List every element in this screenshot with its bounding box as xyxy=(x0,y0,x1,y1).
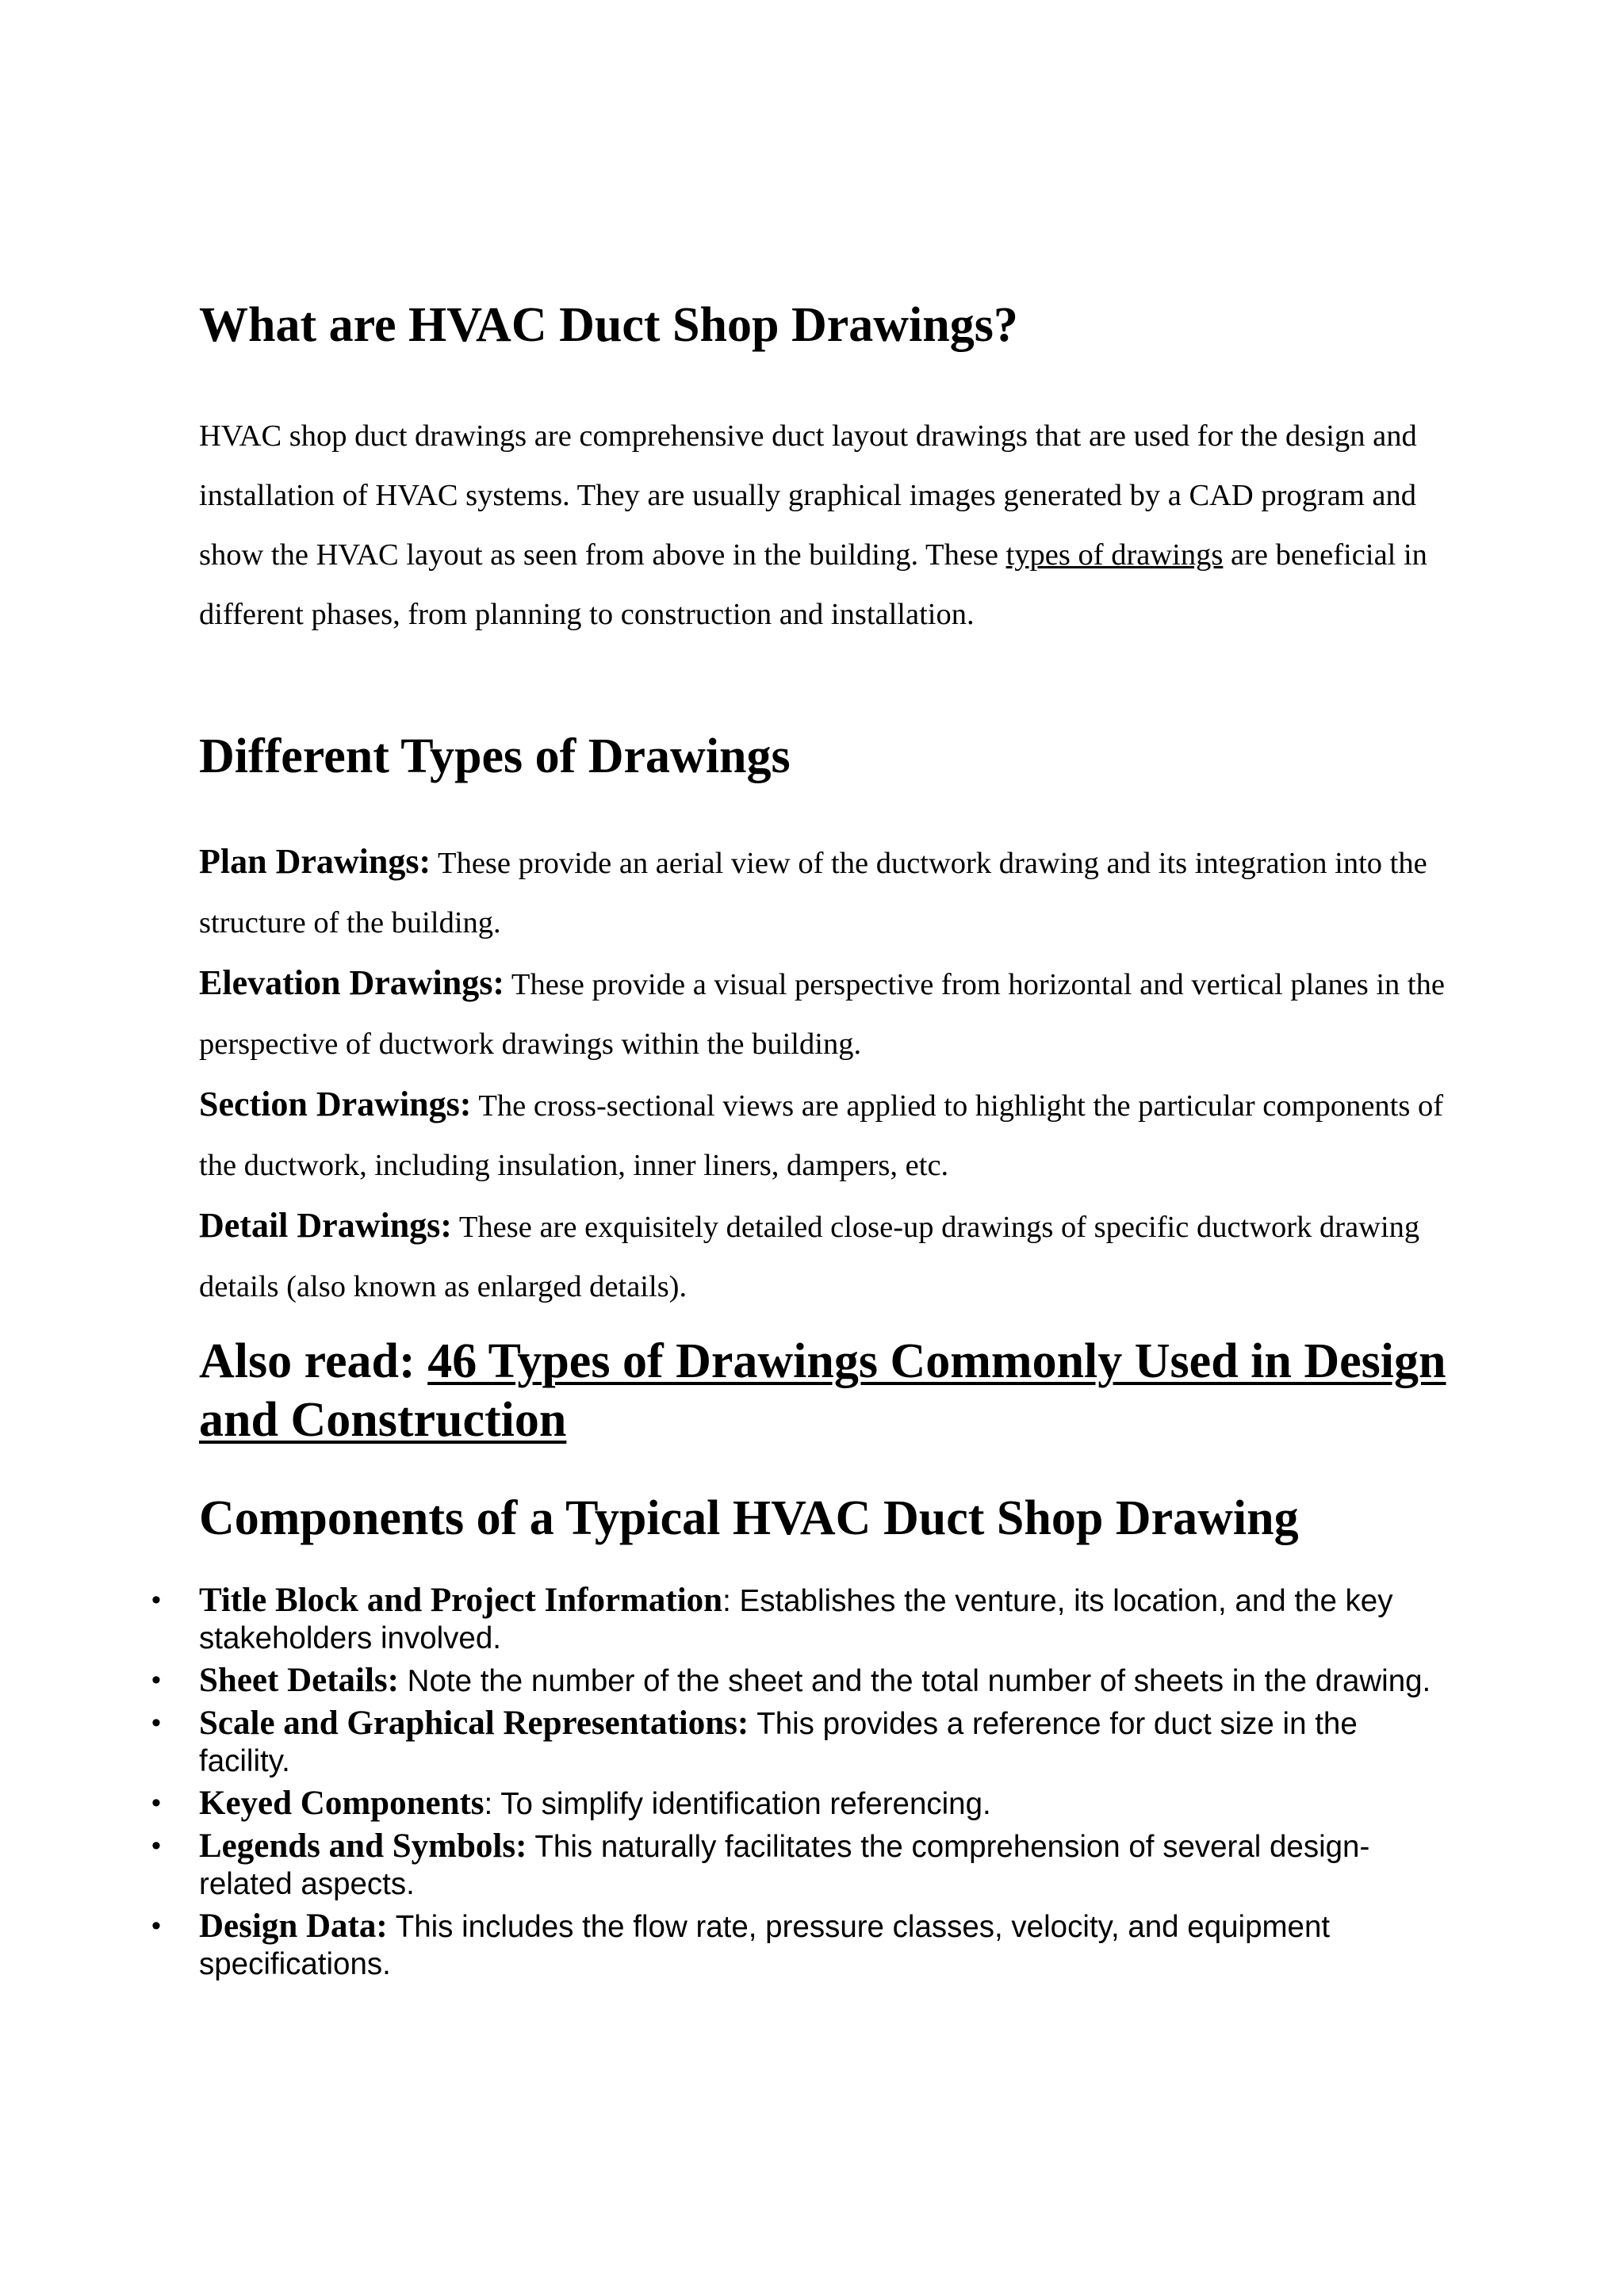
bullet: • xyxy=(151,1585,161,1615)
component-separator: : xyxy=(722,1584,731,1618)
components-list xyxy=(151,1582,1452,1988)
heading-components: Components of a Typical HVAC Duct Shop Drawing xyxy=(199,1491,1299,1545)
drawing-type-plan xyxy=(199,832,1452,953)
component-text: To simplify identification referencing. xyxy=(492,1787,991,1821)
types-of-drawings-link[interactable]: types of drawings xyxy=(1005,538,1224,572)
drawing-type-section xyxy=(199,1074,1452,1196)
heading-different-types-of-drawings: Different Types of Drawings xyxy=(199,729,791,783)
heading-what-are-hvac-duct-shop-drawings: What are HVAC Duct Shop Drawings? xyxy=(199,298,1018,352)
list-item xyxy=(151,1827,1452,1903)
list-item xyxy=(151,1908,1452,1983)
intro-paragraph xyxy=(199,407,1452,645)
list-item xyxy=(151,1705,1452,1780)
drawing-type-label: Plan Drawings: xyxy=(199,842,431,881)
component-text: This naturally facilitates the comprehension of several design-related aspects. xyxy=(199,1830,1370,1901)
drawing-type-text: These provide a visual perspective from horizontal and vertical planes in the perspective of ductwork drawings within the building. xyxy=(199,968,1445,1061)
drawing-type-text: These are exquisitely detailed close-up drawings of specific ductwork drawing details (also known as enlarged details). xyxy=(199,1211,1420,1303)
component-separator: : xyxy=(484,1787,493,1821)
drawing-type-label: Detail Drawings: xyxy=(199,1206,452,1245)
bullet: • xyxy=(151,1788,161,1818)
component-text: This includes the flow rate, pressure classes, velocity, and equipment specifications. xyxy=(199,1910,1331,1981)
document-page xyxy=(151,0,1452,2296)
bullet: • xyxy=(151,1665,161,1695)
component-text: This provides a reference for duct size in the facility. xyxy=(199,1707,1358,1778)
component-label: Sheet Details: xyxy=(199,1662,399,1699)
drawing-type-text: These provide an aerial view of the ductwork drawing and its integration into the structure of the building. xyxy=(199,847,1427,939)
also-read-heading xyxy=(199,1332,1452,1449)
intro-text-after-link: are beneficial in different phases, from planning to construction and installation. xyxy=(199,538,1427,631)
component-label: Keyed Components xyxy=(199,1785,485,1822)
component-label: Scale and Graphical Representations: xyxy=(199,1705,749,1742)
bullet: • xyxy=(151,1708,161,1738)
component-label: Design Data: xyxy=(199,1908,388,1945)
list-item xyxy=(151,1582,1452,1657)
component-label: Legends and Symbols: xyxy=(199,1827,527,1865)
drawing-types-list xyxy=(199,832,1452,1317)
drawing-type-label: Elevation Drawings: xyxy=(199,963,504,1002)
drawing-type-elevation xyxy=(199,953,1452,1074)
bullet: • xyxy=(151,1911,161,1941)
component-text: Note the number of the sheet and the total number of sheets in the drawing. xyxy=(398,1664,1431,1698)
component-label: Title Block and Project Information xyxy=(199,1582,723,1619)
bullet: • xyxy=(151,1831,161,1861)
also-read-prefix: Also read: xyxy=(199,1334,428,1388)
drawing-type-text: The cross-sectional views are applied to highlight the particular components of the ductwork, including insulation, inner liners, dampers, etc. xyxy=(199,1089,1444,1182)
drawing-type-label: Section Drawings: xyxy=(199,1085,472,1123)
list-item xyxy=(151,1785,1452,1823)
drawing-type-detail xyxy=(199,1196,1452,1317)
intro-text-before-link: HVAC shop duct drawings are comprehensive duct layout drawings that are used for the design and installation of HVAC systems. They are usually graphical images generated by a CAD program and show the HVAC layout as seen from above in the building. These xyxy=(199,419,1417,572)
list-item xyxy=(151,1662,1452,1700)
also-read-link[interactable]: 46 Types of Drawings Commonly Used in Design and Construction xyxy=(199,1334,1446,1447)
component-text: Establishes the venture, its location, and the key stakeholders involved. xyxy=(199,1584,1393,1655)
